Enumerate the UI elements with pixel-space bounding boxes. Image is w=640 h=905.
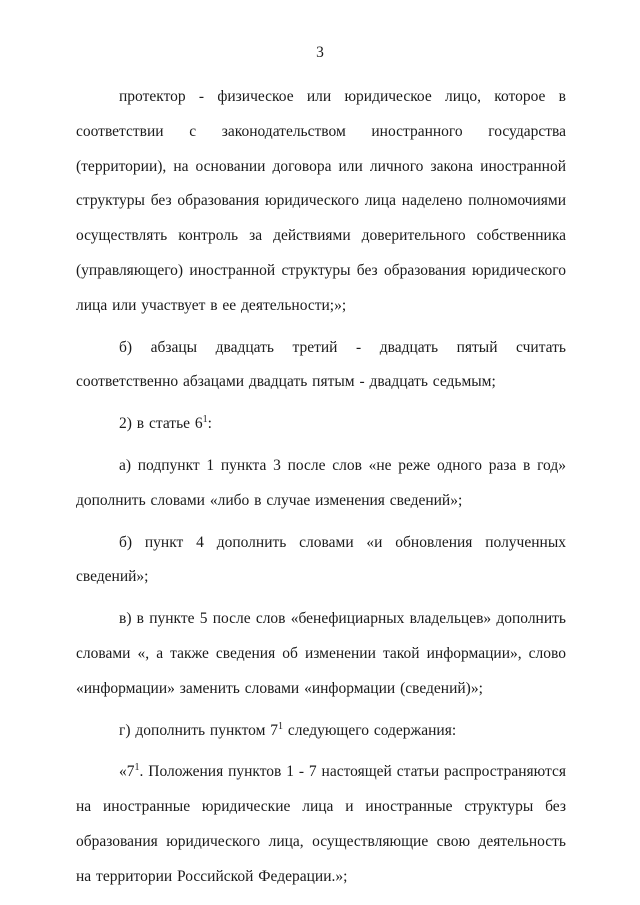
paragraph-renumber-abzatsy: б) абзацы двадцать третий - двадцать пятый считать соответственно абзацами двадцать пятым - двадцать седьмым; (76, 338, 566, 391)
superscript: 1 (202, 414, 208, 426)
page-number: 3 (316, 44, 324, 61)
paragraph-point-7-1-text: . Положения пунктов 1 - 7 настоящей статьи распространяются на иностранные юридические лица и иностранные структуры без образования юридического лица, осуществляющие свою деятельность на территории Российской Федерации.»; (76, 763, 566, 885)
superscript: 1 (278, 720, 284, 732)
paragraph-item-g-suffix: следующего содержания: (283, 721, 457, 739)
paragraph-item-g-text: г) дополнить пунктом 7 (119, 721, 279, 739)
paragraph-article-6-1-suffix: : (207, 415, 212, 433)
paragraph-item-v: в) в пункте 5 после слов «бенефициарных владельцев» дополнить словами «, а также сведения об изменении такой информации», слово «информации» заменить словами «информации (сведений)»; (76, 610, 566, 697)
paragraph-item-b: б) пункт 4 дополнить словами «и обновления полученных сведений»; (76, 533, 566, 586)
superscript: 1 (134, 762, 140, 774)
document-body (76, 80, 566, 895)
paragraph-article-6-1-text: 2) в статье 6 (119, 415, 203, 433)
paragraph-article-6-1 (76, 407, 566, 442)
paragraph-protector-definition: протектор - физическое или юридическое лицо, которое в соответствии с законодательством иностранного государства (территории), на основании договора или личного закона иностранной структуры без образования юридического лица наделено полномочиями осуществлять контроль за действиями доверительного собственника (управляющего) иностранной структуры без образования юридического лица или участвует в ее деятельности;»; (76, 88, 566, 314)
paragraph-item-a: а) подпункт 1 пункта 3 после слов «не реже одного раза в год» дополнить словами «либо в случае изменения сведений»; (76, 456, 566, 509)
paragraph-item-g (76, 714, 566, 749)
paragraph-point-7-1 (76, 755, 566, 894)
paragraph-point-7-1-prefix: «7 (119, 763, 135, 781)
